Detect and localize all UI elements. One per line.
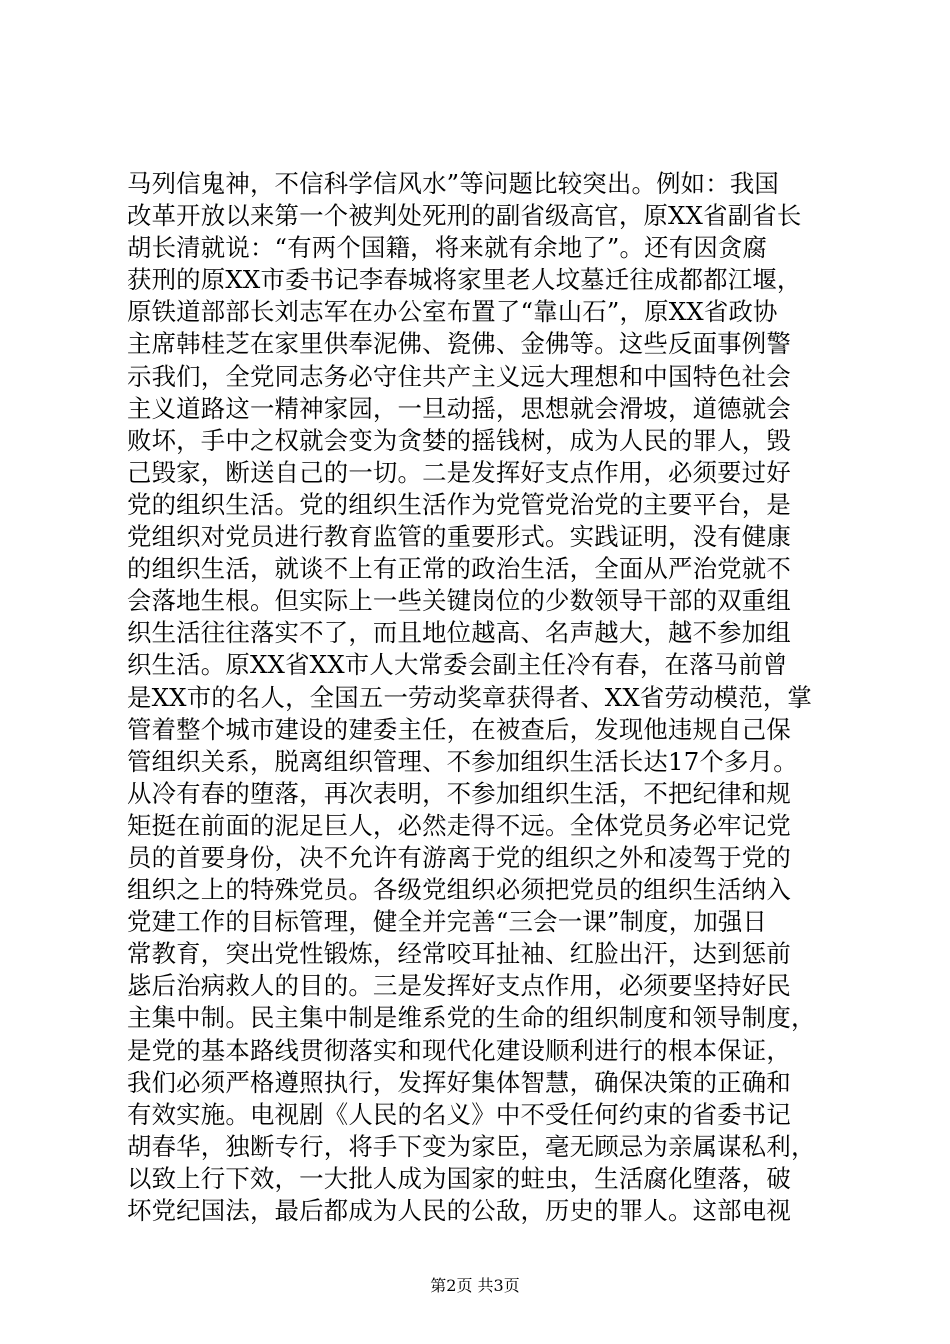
text-line: 示我们，全党同志务必守住共产主义远大理想和中国特色社会: [127, 361, 791, 391]
text-line: 党组织对党员进行教育监管的重要形式。实践证明，没有健康: [127, 522, 791, 552]
text-line: 组织之上的特殊党员。各级党组织必须把党员的组织生活纳入: [127, 875, 791, 905]
text-line: 管着整个城市建设的建委主任，在被查后，发现他违规自己保: [127, 714, 791, 744]
text-line: 是党的基本路线贯彻落实和现代化建设顺利进行的根本保证，: [127, 1035, 791, 1065]
text-line: 管组织关系，脱离组织管理、不参加组织生活长达17个多月。: [127, 746, 798, 776]
page-footer: [0, 1276, 950, 1296]
text-line: 党建工作的目标管理，健全并完善“三会一课”制度，加强日: [127, 907, 768, 937]
text-line: 是XX市的名人，全国五一劳动奖章获得者、XX省劳动模范，掌: [127, 682, 813, 712]
body-paragraph: [127, 168, 827, 1227]
page-number-label: 第2页 共3页: [430, 1276, 520, 1295]
text-line: 原铁道部部长刘志军在办公室布置了“靠山石”，原XX省政协: [127, 297, 778, 327]
text-line: 毖后治病救人的目的。三是发挥好支点作用，必须要坚持好民: [127, 971, 791, 1001]
text-line: 我们必须严格遵照执行，发挥好集体智慧，确保决策的正确和: [127, 1067, 791, 1097]
text-line: 胡春华，独断专行，将手下变为家臣，毫无顾忌为亲属谋私利，: [127, 1131, 816, 1161]
text-line: 获刑的原XX市委书记李春城将家里老人坟墓迁往成都都江堰，: [127, 265, 802, 295]
text-line: 会落地生根。但实际上一些关键岗位的少数领导干部的双重组: [127, 586, 791, 616]
text-line: 胡长清就说：“有两个国籍，将来就有余地了”。还有因贪腐: [127, 233, 768, 263]
text-line: 员的首要身份，决不允许有游离于党的组织之外和凌驾于党的: [127, 842, 791, 872]
text-line: 织生活往往落实不了，而且地位越高、名声越大，越不参加组: [127, 618, 791, 648]
text-line: 有效实施。电视剧《人民的名义》中不受任何约束的省委书记: [127, 1099, 791, 1129]
text-line: 主义道路这一精神家园，一旦动摇，思想就会滑坡，道德就会: [127, 393, 791, 423]
text-line: 主席韩桂芝在家里供奉泥佛、瓷佛、金佛等。这些反面事例警: [127, 329, 791, 359]
text-line: 败坏，手中之权就会变为贪婪的摇钱树，成为人民的罪人，毁: [127, 425, 791, 455]
text-line: 己毁家，断送自己的一切。二是发挥好支点作用，必须要过好: [127, 457, 791, 487]
text-line: 党的组织生活。党的组织生活作为党管党治党的主要平台，是: [127, 489, 791, 519]
text-line: 马列信鬼神，不信科学信风水”等问题比较突出。例如：我国: [127, 169, 780, 198]
text-line: 以致上行下效，一大批人成为国家的蛀虫，生活腐化堕落，破: [127, 1163, 791, 1193]
text-line: 矩挺在前面的泥足巨人，必然走得不远。全体党员务必牢记党: [127, 810, 791, 840]
text-line: 常教育，突出党性锻炼，经常咬耳扯袖、红脸出汗，达到惩前: [127, 939, 791, 969]
text-line: 坏党纪国法，最后都成为人民的公敌，历史的罪人。这部电视: [127, 1196, 791, 1225]
text-line: 的组织生活，就谈不上有正常的政治生活，全面从严治党就不: [127, 554, 791, 584]
text-line: 改革开放以来第一个被判处死刑的副省级高官，原XX省副省长: [127, 201, 802, 231]
text-line: 织生活。原XX省XX市人大常委会副主任冷有春，在落马前曾: [127, 650, 788, 680]
text-line: 主集中制。民主集中制是维系党的生命的组织制度和领导制度，: [127, 1003, 816, 1033]
text-line: 从冷有春的堕落，再次表明，不参加组织生活，不把纪律和规: [127, 778, 791, 808]
